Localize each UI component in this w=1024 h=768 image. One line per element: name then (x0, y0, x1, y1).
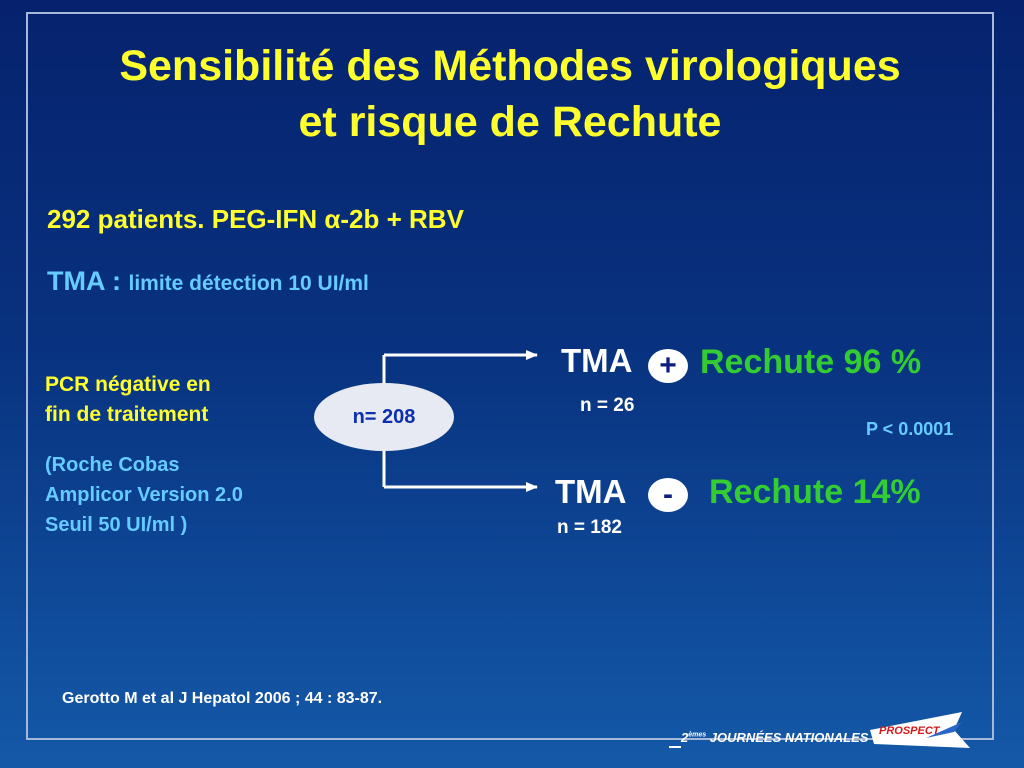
subtitle-suffix: -2b + RBV (340, 204, 464, 234)
n-positive: n = 26 (580, 395, 635, 416)
footer-divider (669, 746, 681, 748)
footer-event-name: JOURNÉES NATIONALES (706, 730, 869, 745)
tma-label: TMA : (47, 266, 129, 296)
rechute-positive: Rechute 96 % (700, 343, 922, 381)
n-negative: n = 182 (557, 517, 622, 538)
pcr-line-1: PCR négative en (45, 373, 211, 396)
roche-line-2: Amplicor Version 2.0 (45, 484, 243, 506)
citation-reference: Gerotto M et al J Hepatol 2006 ; 44 : 83-87. (62, 690, 383, 707)
event-footer (681, 730, 868, 745)
title-line-1: Sensibilité des Méthodes virologiques (119, 42, 901, 90)
footer-ordinal: 2 (681, 730, 689, 745)
positive-sign: + (648, 349, 688, 383)
p-value: P < 0.0001 (866, 419, 954, 439)
roche-line-1: (Roche Cobas (45, 454, 180, 476)
prospect-logo-text: PROSPECT (879, 725, 940, 737)
tma-positive-label: TMA (561, 342, 633, 379)
negative-sign: - (648, 478, 688, 512)
tma-detail: limite détection 10 UI/ml (128, 272, 369, 295)
total-patients-oval: n= 208 (314, 383, 454, 451)
subtitle-prefix: 292 patients. PEG-IFN (47, 204, 325, 234)
rechute-negative: Rechute 14% (709, 473, 921, 511)
pcr-line-2: fin de traitement (45, 403, 209, 426)
footer-ordinal-sup: èmes (688, 731, 707, 739)
roche-line-3: Seuil 50 UI/ml ) (45, 514, 188, 536)
alpha-symbol: α (324, 204, 341, 234)
tma-negative-label: TMA (555, 473, 627, 510)
title-line-2: et risque de Rechute (298, 98, 722, 146)
